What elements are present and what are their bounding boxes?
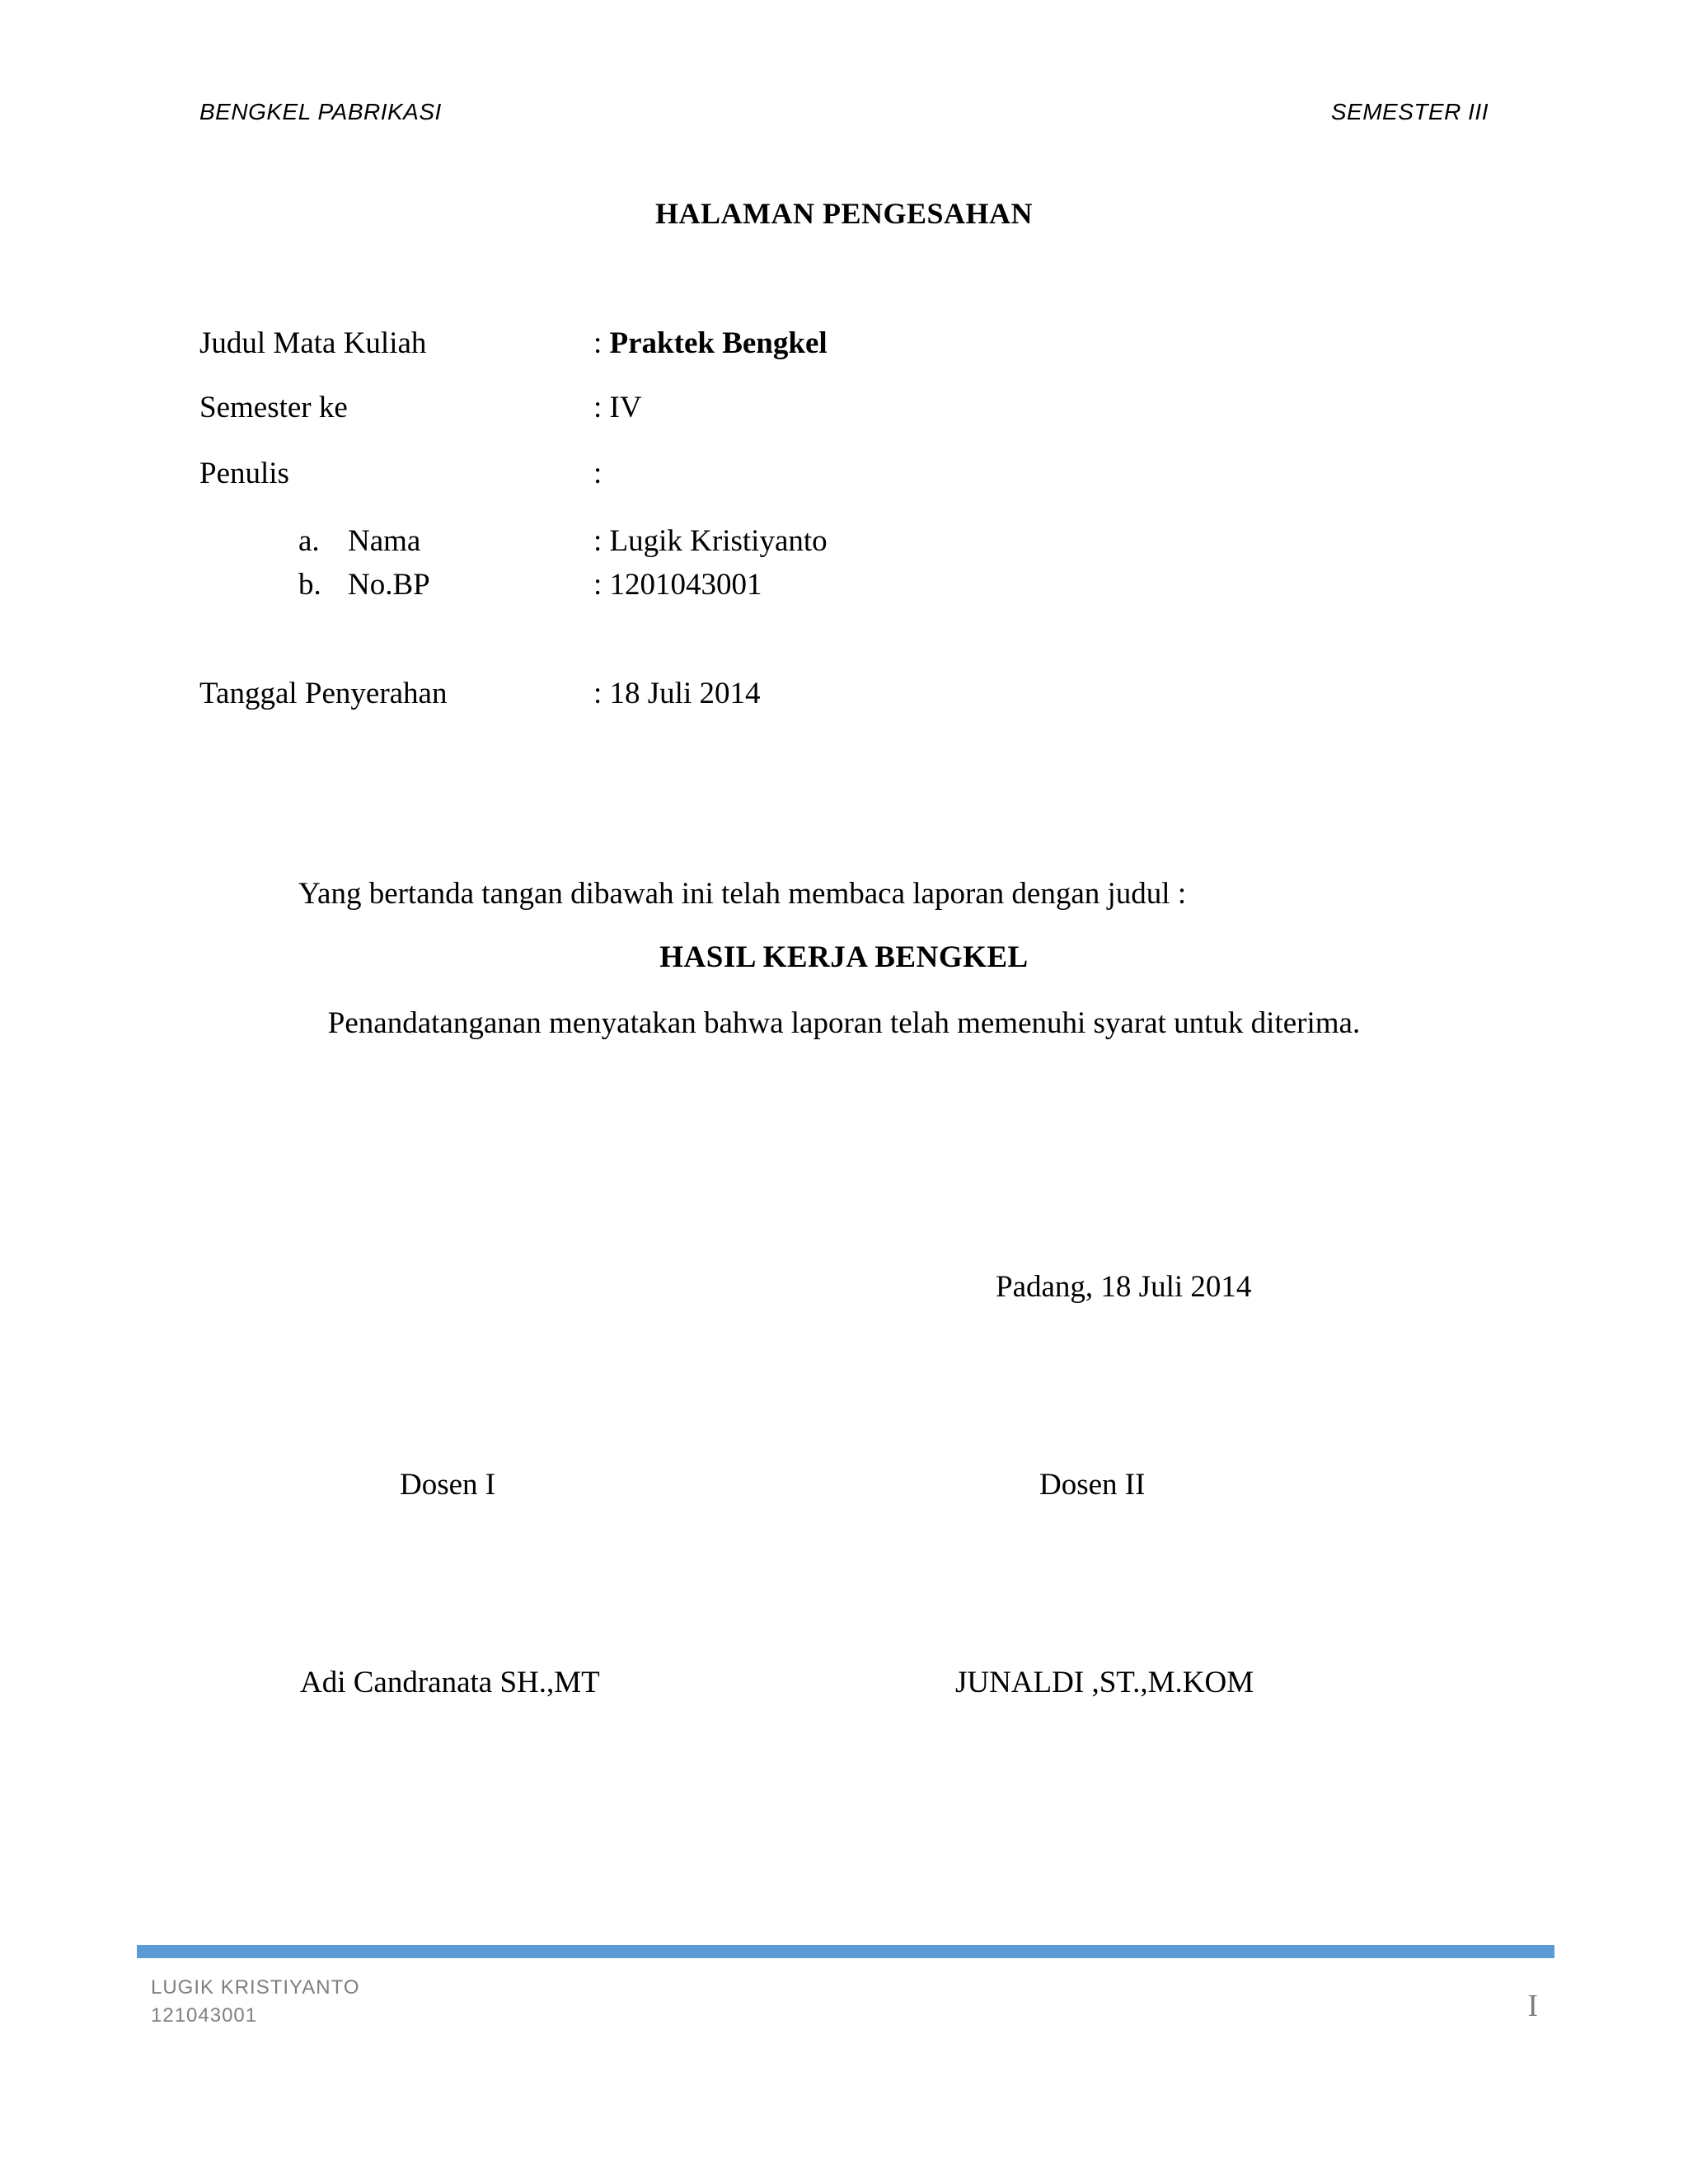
footer-author-id: 121043001	[151, 2004, 258, 2027]
document-title: HALAMAN PENGESAHAN	[654, 197, 1033, 230]
field-course-separator: :	[593, 326, 603, 360]
place-date: Padang, 18 Juli 2014	[996, 1270, 1252, 1304]
report-title: HASIL KERJA BENGKEL	[659, 940, 1029, 974]
field-submission-date-label: Tanggal Penyerahan	[199, 677, 448, 710]
declaration-text: Penandatanganan menyatakan bahwa laporan telah memenuhi syarat untuk diterima.	[327, 1006, 1361, 1040]
page-header-right: SEMESTER III	[1330, 99, 1489, 124]
field-submission-date	[199, 673, 1518, 715]
field-course	[199, 323, 1518, 364]
statement-text: Yang bertanda tangan dibawah ini telah membaca laporan dengan judul :	[298, 877, 1187, 911]
field-semester-label: Semester ke	[199, 391, 348, 424]
page-header-left: BENGKEL PABRIKASI	[199, 99, 442, 124]
field-author	[199, 453, 1518, 494]
field-semester	[199, 387, 1518, 429]
footer-author-name: LUGIK KRISTIYANTO	[151, 1976, 360, 1999]
field-semester-value: : IV	[593, 391, 642, 424]
field-student-id-value: : 1201043001	[593, 568, 762, 602]
page-number: I	[1527, 1989, 1538, 2023]
field-course-label: Judul Mata Kuliah	[199, 326, 427, 360]
field-name-value: : Lugik Kristiyanto	[593, 524, 828, 558]
field-author-label: Penulis	[199, 457, 289, 490]
field-name-label: Nama	[348, 524, 421, 558]
field-submission-date-value: : 18 Juli 2014	[593, 677, 761, 710]
field-course-title: Praktek Bengkel	[609, 326, 828, 360]
signatory-name-second: JUNALDI ,ST.,M.KOM	[955, 1666, 1254, 1699]
field-author-value: :	[593, 457, 603, 490]
field-course-value	[593, 323, 828, 364]
signatory-name-first: Adi Candranata SH.,MT	[300, 1666, 600, 1699]
field-student-id-marker: b.	[298, 568, 321, 602]
field-student-id	[298, 565, 1535, 606]
field-name-marker: a.	[298, 524, 320, 558]
field-name	[298, 521, 1535, 562]
footer-bar	[137, 1945, 1554, 1958]
signatory-role-second: Dosen II	[1039, 1468, 1146, 1502]
signatory-role-first: Dosen I	[400, 1468, 496, 1502]
field-student-id-label: No.BP	[348, 568, 430, 602]
